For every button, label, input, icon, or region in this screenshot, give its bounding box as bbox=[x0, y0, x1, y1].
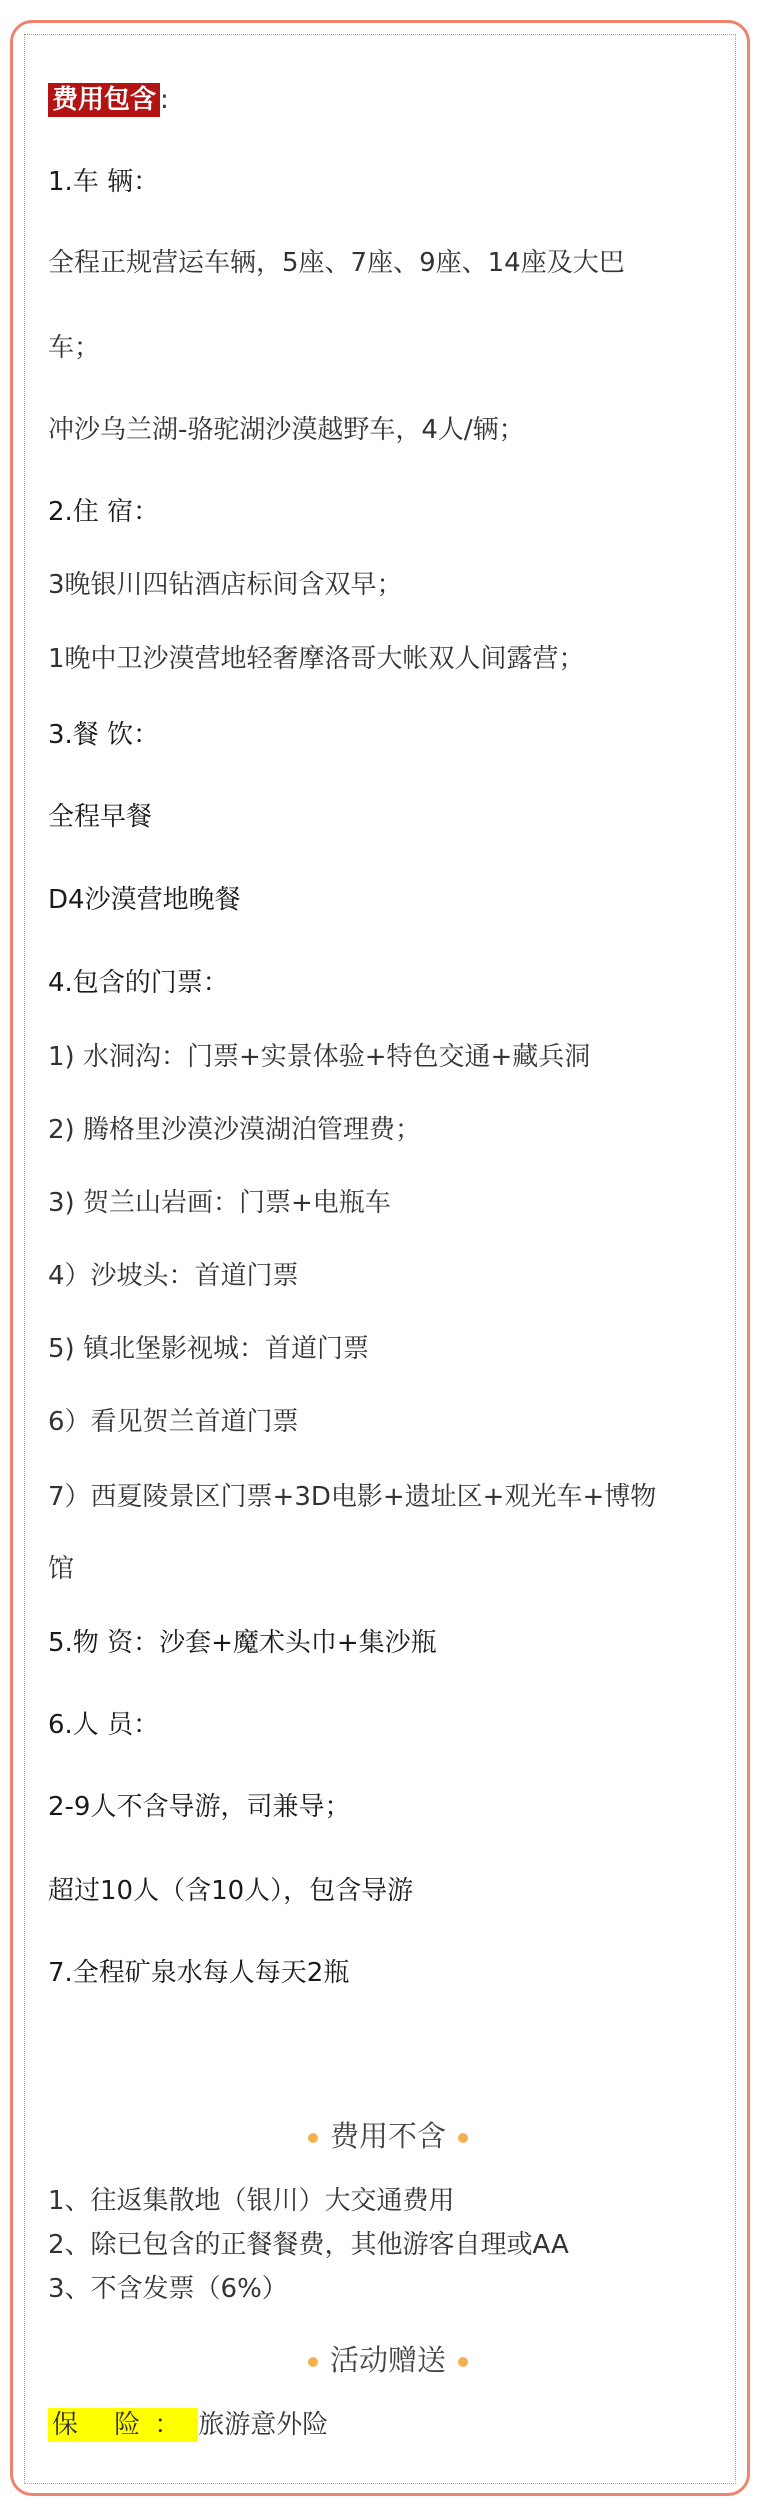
lodging-line-1: 3晚银川四钻酒店标间含双早； bbox=[48, 570, 403, 600]
ticket-item: 2) 腾格里沙漠沙漠湖泊管理费； bbox=[48, 1115, 421, 1145]
excluded-item: 1、往返集散地（银川）大交通费用 bbox=[48, 2186, 455, 2216]
gifts-title: 活动赠送 bbox=[329, 2343, 446, 2377]
excluded-item: 3、不含发票（6%） bbox=[48, 2274, 288, 2304]
insurance-label: 保 险： bbox=[48, 2408, 198, 2442]
included-title-line bbox=[48, 83, 169, 117]
lodging-line-2: 1晚中卫沙漠营地轻奢摩洛哥大帐双人间露营； bbox=[48, 644, 585, 674]
bullet-dot-icon bbox=[308, 2357, 318, 2367]
ticket-item: 5) 镇北堡影视城：首道门票 bbox=[48, 1334, 369, 1364]
excluded-title: 费用不含 bbox=[329, 2119, 446, 2153]
staff-line-1: 2-9人不含导游，司兼导； bbox=[48, 1792, 351, 1822]
water-line: 7.全程矿泉水每人每天2瓶 bbox=[48, 1958, 350, 1988]
vehicle-heading: 1.车 辆： bbox=[48, 167, 160, 197]
tickets-heading: 4.包含的门票： bbox=[48, 968, 229, 998]
bullet-dot-icon bbox=[458, 2357, 468, 2367]
ticket-item: 4）沙坡头：首道门票 bbox=[48, 1261, 299, 1291]
insurance-value: 旅游意外险 bbox=[198, 2410, 329, 2440]
included-title: 费用包含 bbox=[48, 83, 160, 117]
ticket-item: 6）看见贺兰首道门票 bbox=[48, 1407, 299, 1437]
ticket-item: 1) 水洞沟：门票+实景体验+特色交通+藏兵洞 bbox=[48, 1042, 591, 1072]
ticket-item-cont: 馆 bbox=[48, 1554, 75, 1584]
insurance-line bbox=[48, 2408, 328, 2442]
lodging-heading: 2.住 宿： bbox=[48, 497, 160, 527]
vehicle-line-1: 全程正规营运车辆，5座、7座、9座、14座及大巴 bbox=[48, 248, 625, 278]
excluded-section-title bbox=[48, 2116, 728, 2156]
ticket-item: 7）西夏陵景区门票+3D电影+遗址区+观光车+博物 bbox=[48, 1482, 657, 1512]
excluded-item: 2、除已包含的正餐餐费，其他游客自理或AA bbox=[48, 2230, 569, 2260]
gifts-section-title bbox=[48, 2340, 728, 2380]
bullet-dot-icon bbox=[458, 2133, 468, 2143]
meals-line-2: D4沙漠营地晚餐 bbox=[48, 885, 241, 915]
vehicle-line-2: 冲沙乌兰湖-骆驼湖沙漠越野车，4人/辆； bbox=[48, 415, 525, 445]
bullet-dot-icon bbox=[308, 2133, 318, 2143]
supplies-line: 5.物 资：沙套+魔术头巾+集沙瓶 bbox=[48, 1628, 437, 1658]
meals-heading: 3.餐 饮： bbox=[48, 720, 160, 750]
staff-heading: 6.人 员： bbox=[48, 1710, 160, 1740]
staff-line-2: 超过10人（含10人），包含导游 bbox=[48, 1876, 414, 1906]
ticket-item: 3) 贺兰山岩画：门票+电瓶车 bbox=[48, 1188, 391, 1218]
included-title-colon: : bbox=[160, 85, 169, 115]
meals-line-1: 全程早餐 bbox=[48, 802, 153, 832]
vehicle-line-1-cont: 车； bbox=[48, 333, 101, 363]
